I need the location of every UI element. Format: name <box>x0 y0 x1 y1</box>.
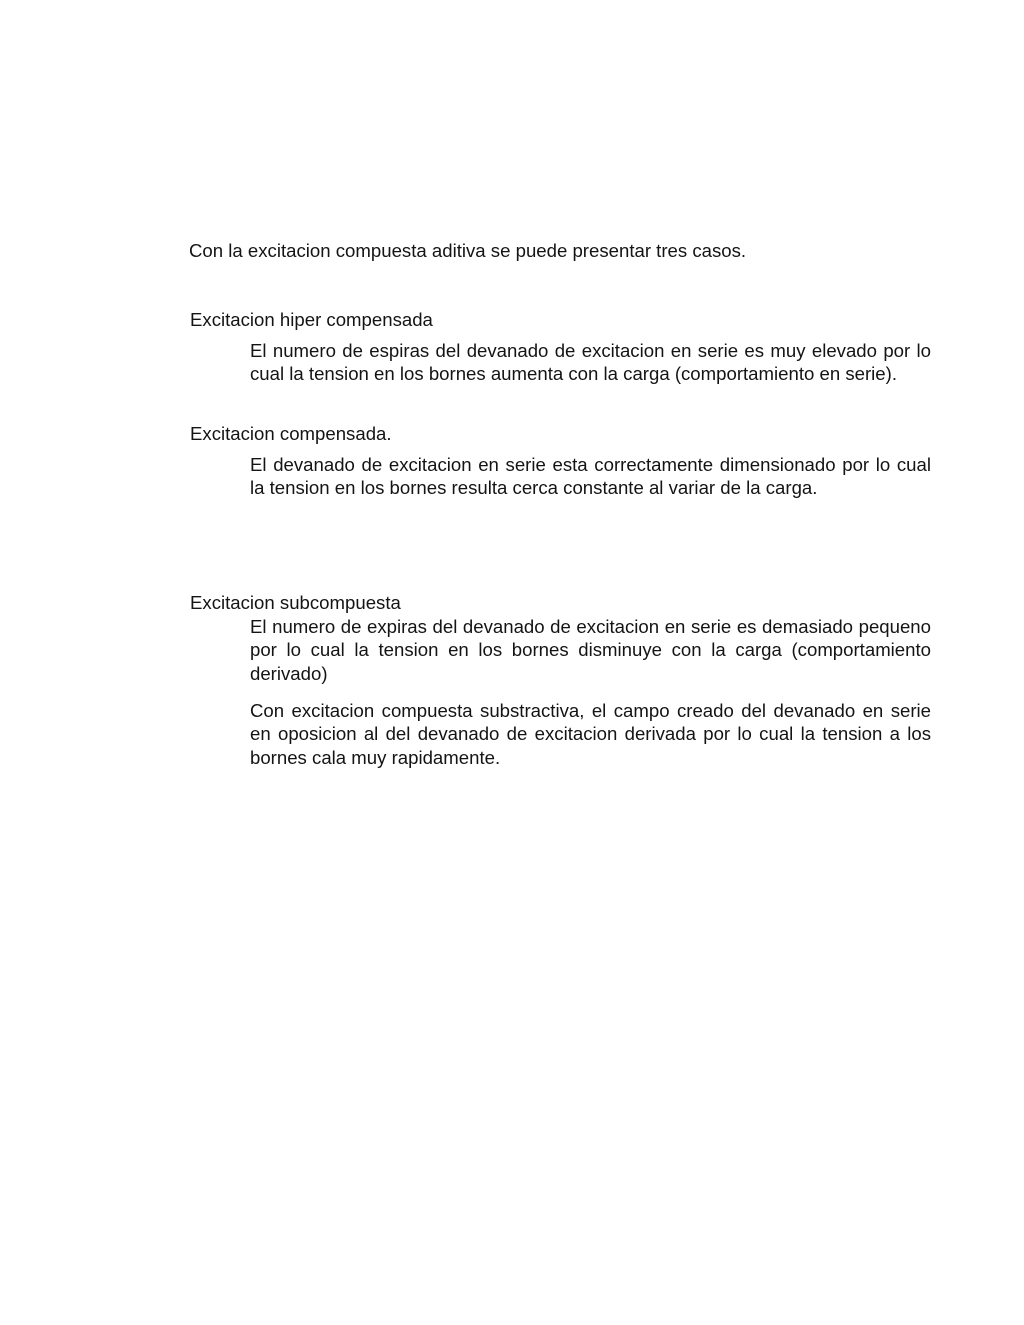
intro-text: Con la excitacion compuesta aditiva se puede presentar tres casos. <box>189 240 747 261</box>
paragraph-hiper-compensada: El numero de espiras del devanado de excitacion en serie es muy elevado por lo cual la tension en los bornes aumenta con la carga (comportamiento en serie). <box>250 340 931 385</box>
section-heading-compensada: Excitacion compensada. <box>190 423 392 444</box>
paragraph-compensada: El devanado de excitacion en serie esta correctamente dimensionado por lo cual la tension en los bornes resulta cerca constante al variar de la carga. <box>250 454 931 499</box>
paragraph-substractiva: Con excitacion compuesta substractiva, el campo creado del devanado en serie en oposicion al del devanado de excitacion derivada por lo cual la tension a los bornes cala muy rapidamente. <box>250 700 931 768</box>
section-heading-subcompuesta: Excitacion subcompuesta <box>190 592 401 613</box>
paragraph-subcompuesta: El numero de expiras del devanado de excitacion en serie es demasiado pequeno por lo cual la tension en los bornes disminuye con la carga (comportamiento derivado) <box>250 616 931 684</box>
section-heading-hiper-compensada: Excitacion hiper compensada <box>190 309 433 330</box>
